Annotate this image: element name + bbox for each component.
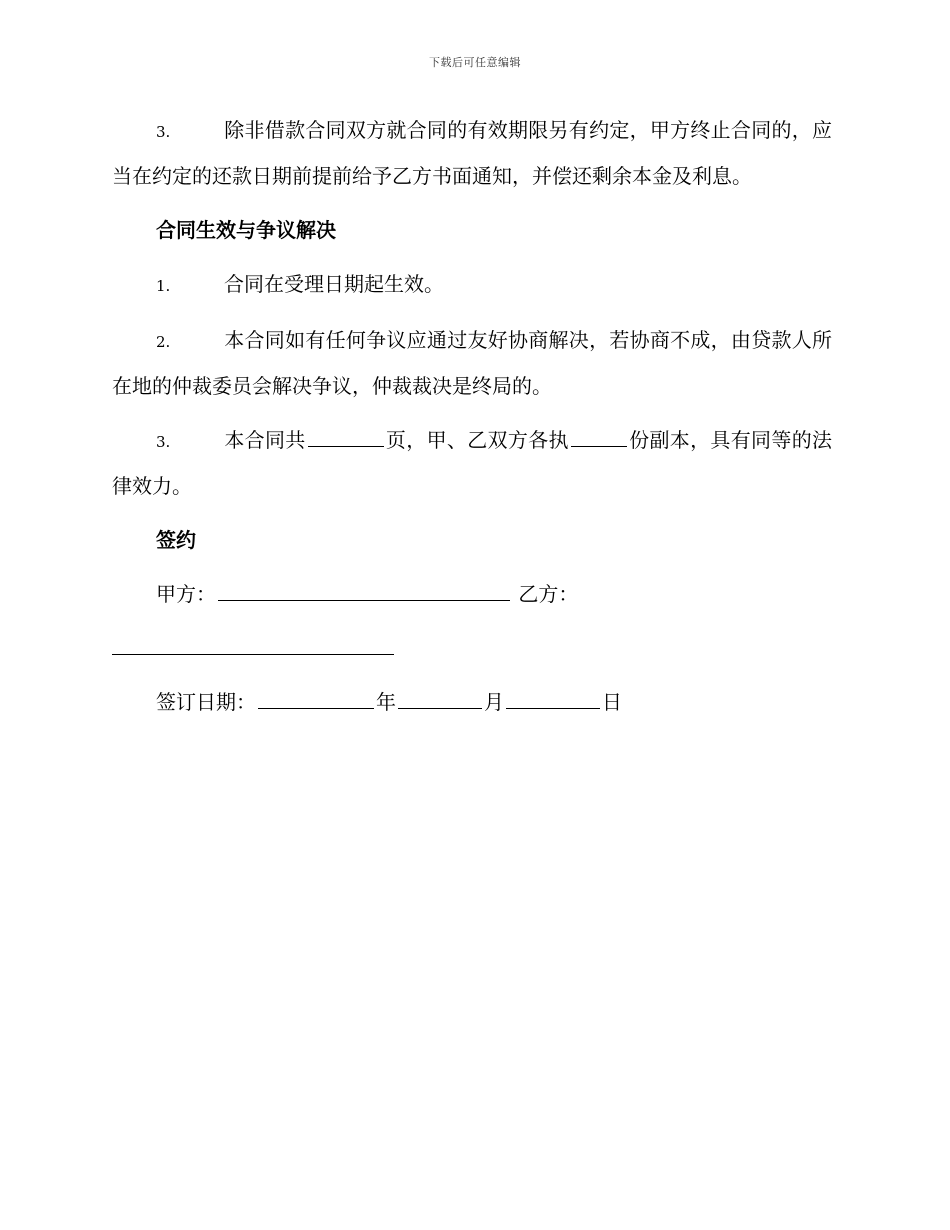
party-a-label: 甲方： [156, 582, 216, 606]
clause-text: 合同在受理日期起生效。 [224, 272, 444, 296]
day-blank [506, 682, 600, 709]
party-b-label: 乙方： [518, 582, 579, 606]
page-count-blank [308, 420, 384, 447]
section-heading-signing: 签约 [156, 528, 196, 552]
page-header-note: 下载后可任意编辑 [429, 56, 521, 69]
party-b-signature-line [112, 626, 832, 670]
clause-text-part: 份副本，具有同等的法律效力。 [112, 428, 833, 498]
clause-number: 2. [156, 333, 171, 351]
day-label: 日 [602, 690, 622, 714]
section-heading-effect: 合同生效与争议解决 [156, 218, 336, 242]
party-b-blank [112, 628, 394, 655]
clause-text: 除非借款合同双方就合同的有效期限另有约定，甲方终止合同的，应当在约定的还款日期前提前给予乙方书面通知，并偿还剩余本金及利息。 [112, 118, 832, 188]
party-signature-line [112, 572, 832, 616]
copy-count-blank [571, 420, 627, 447]
clause-number: 3. [156, 433, 171, 451]
signing-date-line [112, 680, 832, 724]
clause-number: 1. [156, 277, 171, 295]
year-blank [258, 682, 374, 709]
party-a-blank [218, 574, 510, 601]
year-label: 年 [376, 690, 396, 714]
clause-text-part: 页，甲、乙双方各执 [385, 428, 569, 452]
clause-number: 3. [156, 123, 171, 141]
clause-text-part: 本合同共 [224, 428, 306, 452]
month-label: 月 [484, 690, 504, 714]
clause-effect-2 [112, 318, 832, 408]
month-blank [398, 682, 482, 709]
document-body [112, 108, 832, 734]
clause-text: 本合同如有任何争议应通过友好协商解决，若协商不成，由贷款人所在地的仲裁委员会解决争议，仲裁裁决是终局的。 [112, 328, 832, 398]
clause-termination-3 [112, 108, 832, 198]
date-label: 签订日期： [156, 690, 256, 714]
clause-effect-3 [112, 418, 832, 508]
clause-effect-1 [112, 262, 832, 308]
